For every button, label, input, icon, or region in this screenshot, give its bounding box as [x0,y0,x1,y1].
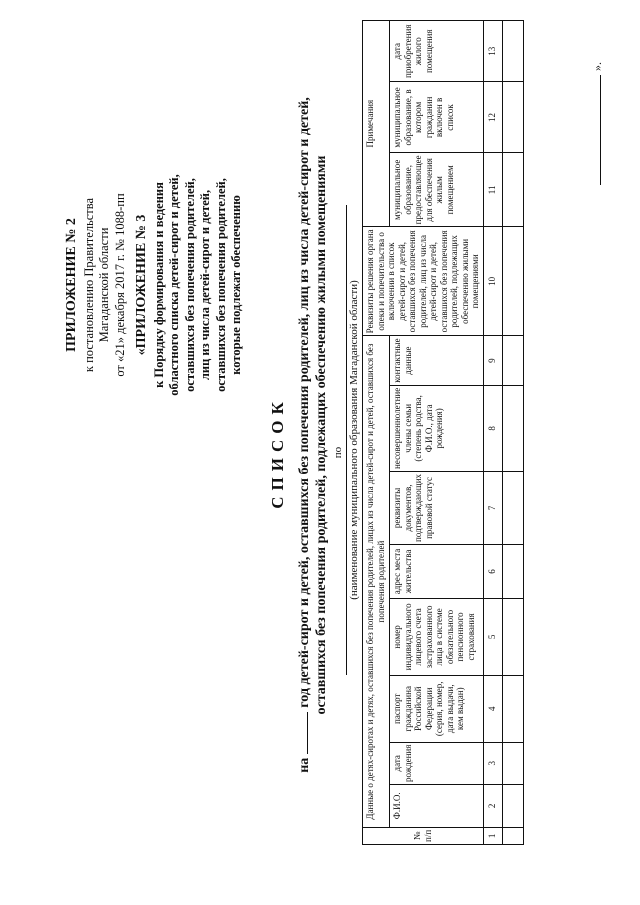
header-line: к постановлению Правительства [81,197,96,373]
col-number: 11 [483,153,502,227]
col-contacts-header: контактные данные [390,336,483,385]
year-blank [307,712,308,754]
col-mo-provided-header: муниципальное образование, предоставляющее для обеспечения жилым помещением [390,153,483,227]
col-number: 3 [483,742,502,784]
col-number: 2 [483,784,502,827]
col-number: 7 [483,471,502,544]
document-subtitle [296,55,330,815]
table-cell [502,385,523,471]
table-cell [502,545,523,599]
table-cell [502,153,523,227]
col-number: 13 [483,21,502,82]
col-address-header: адрес места жительства [390,545,483,599]
group-data-header: Данные о детях-сиротах и детях, оставшихся без попечения родителей, лицах из числа детей-сирот и детей, оставшихся без попечения родителей [363,336,390,827]
header-line: от «21» декабря 2017 г. № 1088-пп [112,193,127,377]
col-docs-header: реквизиты документов, подтверждающих правовой статус [390,471,483,544]
subtitle-line1: год детей-сирот и детей, оставшихся без попечения родителей, лиц из числа детей-сирот и детей, [297,97,312,708]
col-number: 6 [483,545,502,599]
subtitle-prefix: на [297,757,312,773]
table-cell [502,742,523,784]
col-number: 5 [483,598,502,675]
table-row [502,21,523,845]
col-number: 1 [483,827,502,844]
table-cell [502,675,523,742]
closing-quote: ». [590,62,604,71]
col-minors-header: несовершеннолетние члены семьи (степень родства, Ф.И.О., дата рождения) [390,385,483,471]
col-number: 10 [483,227,502,336]
table-cell [502,21,523,82]
header-line: лиц из числа детей-сирот и детей, [198,189,212,381]
col-number: 8 [483,385,502,471]
col-number: 12 [483,82,502,153]
closing-line [600,75,601,185]
header-line: областного списка детей-сирот и детей, [167,174,181,396]
col-snils-header: номер индивидуального лицевого счета застрахованного лица в системе обязательного пенсионного страхования [390,598,483,675]
table-cell [502,82,523,153]
closing-mark [590,62,605,185]
municipality-caption: (наименование муниципального образования Магаданской области) [346,205,360,675]
header-line: оставшихся без попечения родителей, [182,178,197,392]
table-cell [502,598,523,675]
subtitle-line2: оставшихся без попечения родителей, подлежащих обеспечению жилыми помещениями [314,155,329,715]
appendix-number: ПРИЛОЖЕНИЕ № 2 [64,218,79,352]
table-cell [502,784,523,827]
header-line: к Порядку формирования и ведения [151,182,166,388]
table-cell [502,227,523,336]
col-fio-header: Ф.И.О. [390,784,483,827]
group-notes-header: Примечания [363,21,390,227]
header-line: которые подлежат обеспечению [229,195,243,375]
col-number: 9 [483,336,502,385]
col-dob-header: дата рождения [390,742,483,784]
po-label: по [332,446,344,459]
header-block [64,150,245,420]
col-passport-header: паспорт гражданина Российской Федерации (серия, номер, дата выдачи, кем выдан) [390,675,483,742]
document-title: СПИСОК [268,396,287,509]
col-num-header: № п/п [363,827,484,844]
table-cell [502,336,523,385]
header-line: Магаданской области [97,227,111,343]
col-acquired-header: дата приобретения жилого помещения [390,21,483,82]
list-table [362,20,524,845]
table-cell [502,827,523,844]
header-line: оставшихся без попечения родителей, [213,178,228,392]
table-cell [502,471,523,544]
col-decision-header: Реквизиты решения органа опеки и попечительства о включении в список детей-сирот и детей, оставшихся без попечения родителей, лиц из числа детей-сирот и детей, оставшихся без попечения родителей, подлежащих обеспечению жилыми помещениями [363,227,484,336]
col-number: 4 [483,675,502,742]
col-mo-included-header: муниципальное образование, в котором гражданин включен в список [390,82,483,153]
appendix-3: «ПРИЛОЖЕНИЕ № 3 [134,214,149,356]
